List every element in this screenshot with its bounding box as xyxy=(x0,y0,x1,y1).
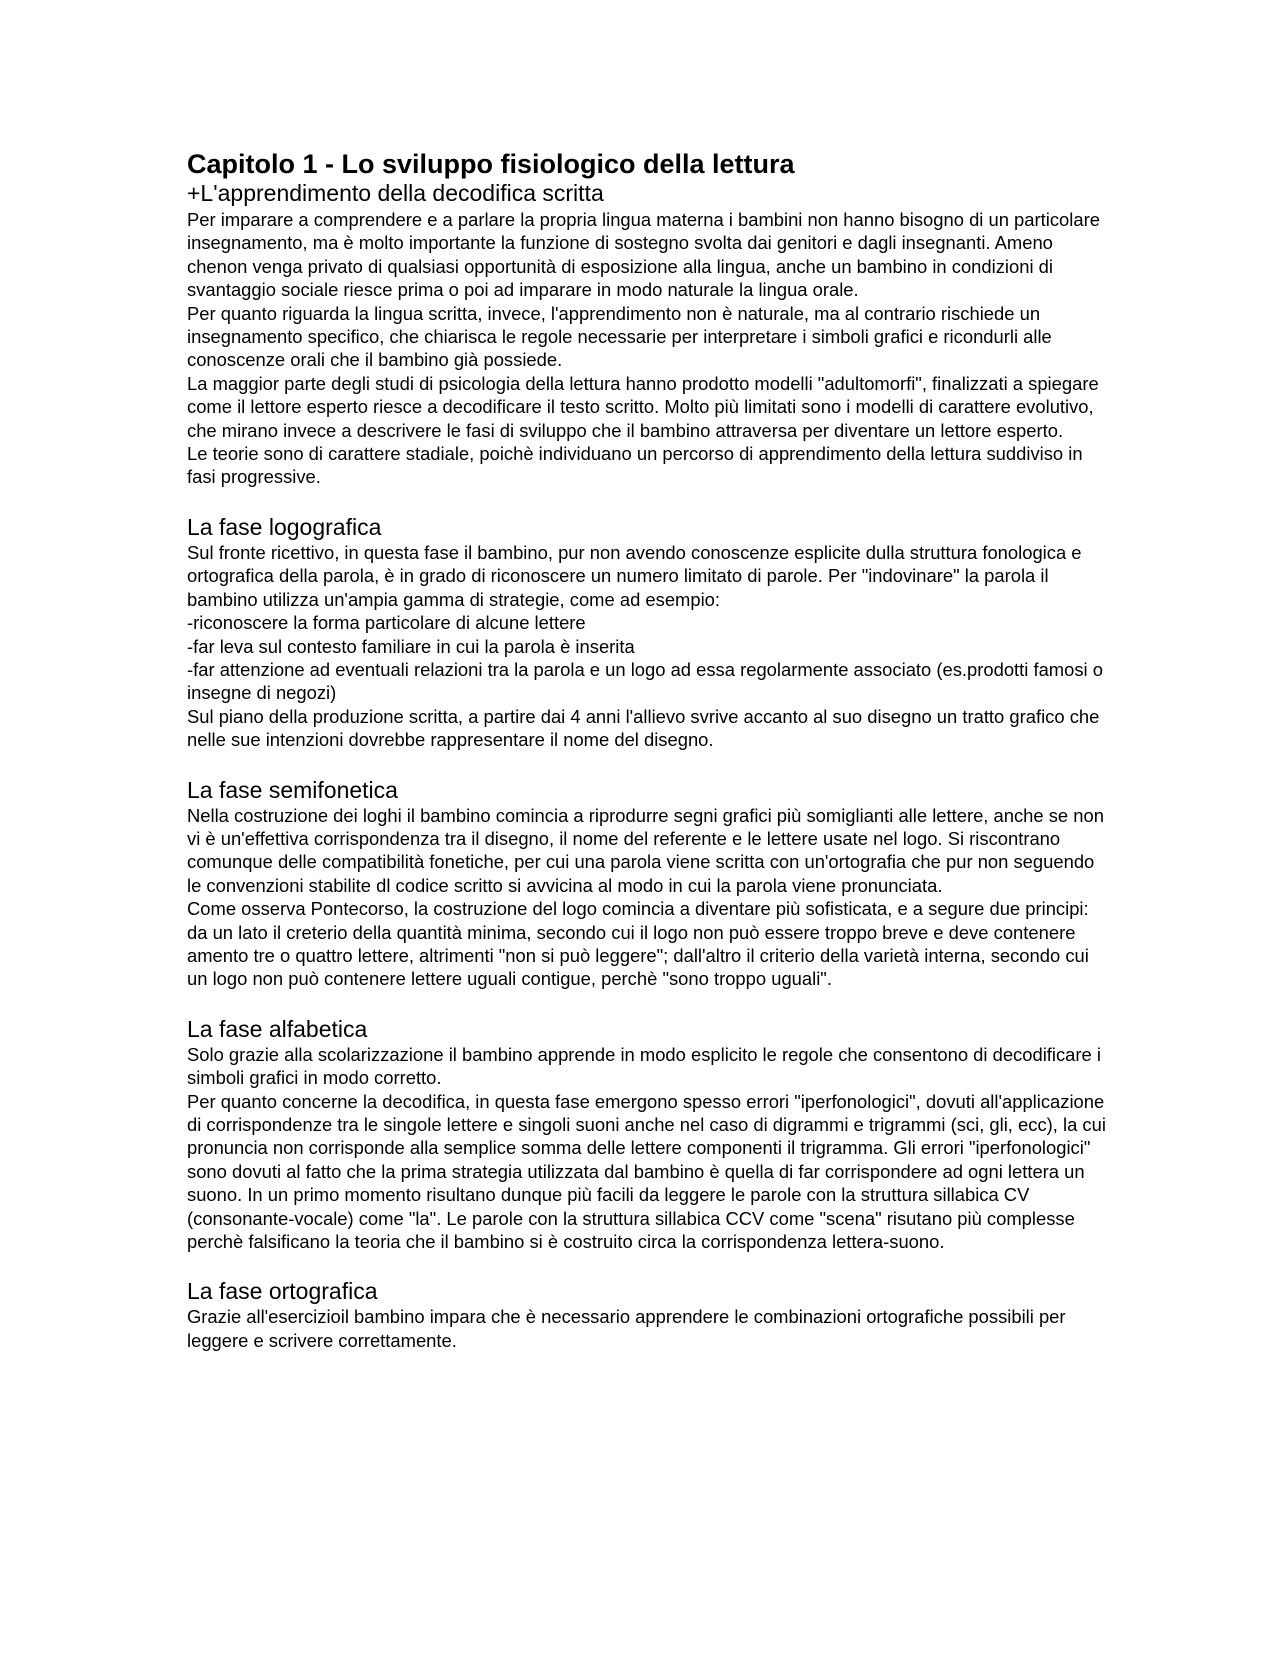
section-heading: La fase logografica xyxy=(187,513,382,540)
paragraph: La maggior parte degli studi di psicologia della lettura hanno prodotto modelli "adultomorfi", finalizzati a spiegare come il lettore esperto riesce a decodificare il testo scritto. Molto più limitati sono i modelli di carattere evolutivo, che mirano invece a descrivere le fasi di sviluppo che il bambino attraversa per diventare un lettore esperto. xyxy=(187,372,1099,441)
section-heading: La fase ortografica xyxy=(187,1278,378,1305)
intro-heading: +L'apprendimento della decodifica scritta xyxy=(187,180,604,206)
paragraph: Sul piano della produzione scritta, a partire dai 4 anni l'allievo svrive accanto al suo disegno un tratto grafico che nelle sue intenzioni dovrebbe rappresentare il nome del disegno. xyxy=(187,705,1100,751)
paragraph: Nella costruzione dei loghi il bambino comincia a riprodurre segni grafici più somiglianti alle lettere, anche se non vi è un'effettiva corrispondenza tra il disegno, il nome del referente e le lettere usate nel logo. Si riscontrano comunque delle compatibilità fonetiche, per cui una parola viene scritta con un'ortografia che pur non seguendo le convenzioni stabilite dl codice scritto si avvicina al modo in cui la parola viene pronunciata. xyxy=(187,804,1104,896)
paragraph: Grazie all'esercizioil bambino impara che è necessario apprendere le combinazioni ortografiche possibili per leggere e scrivere correttamente. xyxy=(187,1306,1066,1351)
paragraph: Le teorie sono di carattere stadiale, poichè individuano un percorso di apprendimento della lettura suddiviso in fasi progressive. xyxy=(187,443,1083,488)
paragraph: Come osserva Pontecorso, la costruzione del logo comincia a diventare più sofisticata, e a segure due principi: da un lato il creterio della quantità minima, secondo cui il logo non può essere troppo breve e deve contenere amento tre o quattro lettere, altrimenti "non si può leggere"; dall'altro il criterio della varietà interna, secondo cui un logo non può contenere lettere uguali contigue, perchè "sono troppo uguali". xyxy=(187,898,1089,990)
section-heading: La fase semifonetica xyxy=(187,776,398,803)
chapter-title: Capitolo 1 - Lo sviluppo fisiologico della lettura xyxy=(187,149,795,179)
list-item: -riconoscere la forma particolare di alcune lettere xyxy=(187,612,586,634)
list-item: -far leva sul contesto familiare in cui la parola è inserita xyxy=(187,635,635,657)
section-semifonetica xyxy=(187,776,1107,991)
section-alfabetica xyxy=(187,1015,1107,1254)
paragraph: Per quanto riguarda la lingua scritta, invece, l'apprendimento non è naturale, ma al contrario rischiede un insegnamento specifico, che chiarisca le regole necessarie per interpretare i simboli grafici e ricondurli alle conoscenze orali che il bambino già possiede. xyxy=(187,302,1052,371)
paragraph: Per imparare a comprendere e a parlare la propria lingua materna i bambini non hanno bisogno di un particolare insegnamento, ma è molto importante la funzione di sostegno svolta dai genitori e dagli insegnanti. Ameno chenon venga privato di qualsiasi opportunità di esposizione alla lingua, anche un bambino in condizioni di svantaggio sociale riesce prima o poi ad imparare in modo naturale la lingua orale. xyxy=(187,209,1100,301)
list-item: -far attenzione ad eventuali relazioni tra la parola e un logo ad essa regolarmente associato (es.prodotti famosi o insegne di negozi) xyxy=(187,658,1103,704)
paragraph: Solo grazie alla scolarizzazione il bambino apprende in modo esplicito le regole che consentono di decodificare i simboli grafici in modo corretto. xyxy=(187,1043,1101,1089)
section-logografica xyxy=(187,513,1107,752)
section-ortografica xyxy=(187,1277,1107,1352)
document-page xyxy=(187,148,1107,1352)
intro-section xyxy=(187,178,1107,489)
section-heading: La fase alfabetica xyxy=(187,1015,368,1042)
paragraph: Per quanto concerne la decodifica, in questa fase emergono spesso errori "iperfonologici", dovuti all'applicazione di corrispondenze tra le singole lettere e singoli suoni anche nel caso di digrammi e trigrammi (sci, gli, ecc), la cui pronuncia non corrisponde alla semplice somma delle lettere componenti il trigramma. Gli errori "iperfonologici" sono dovuti al fatto che la prima strategia utilizzata dal bambino è quella di far corrispondere ad ogni lettera un suono. In un primo momento risultano dunque più facili da leggere le parole con la struttura sillabica CV (consonante-vocale) come "la". Le parole con la struttura sillabica CCV come "scena" risutano più complesse perchè falsificano la teoria che il bambino si è costruito circa la corrispondenza lettera-suono. xyxy=(187,1090,1106,1253)
paragraph: Sul fronte ricettivo, in questa fase il bambino, pur non avendo conoscenze esplicite dulla struttura fonologica e ortografica della parola, è in grado di riconoscere un numero limitato di parole. Per "indovinare" la parola il bambino utilizza un'ampia gamma di strategie, come ad esempio: xyxy=(187,541,1082,610)
